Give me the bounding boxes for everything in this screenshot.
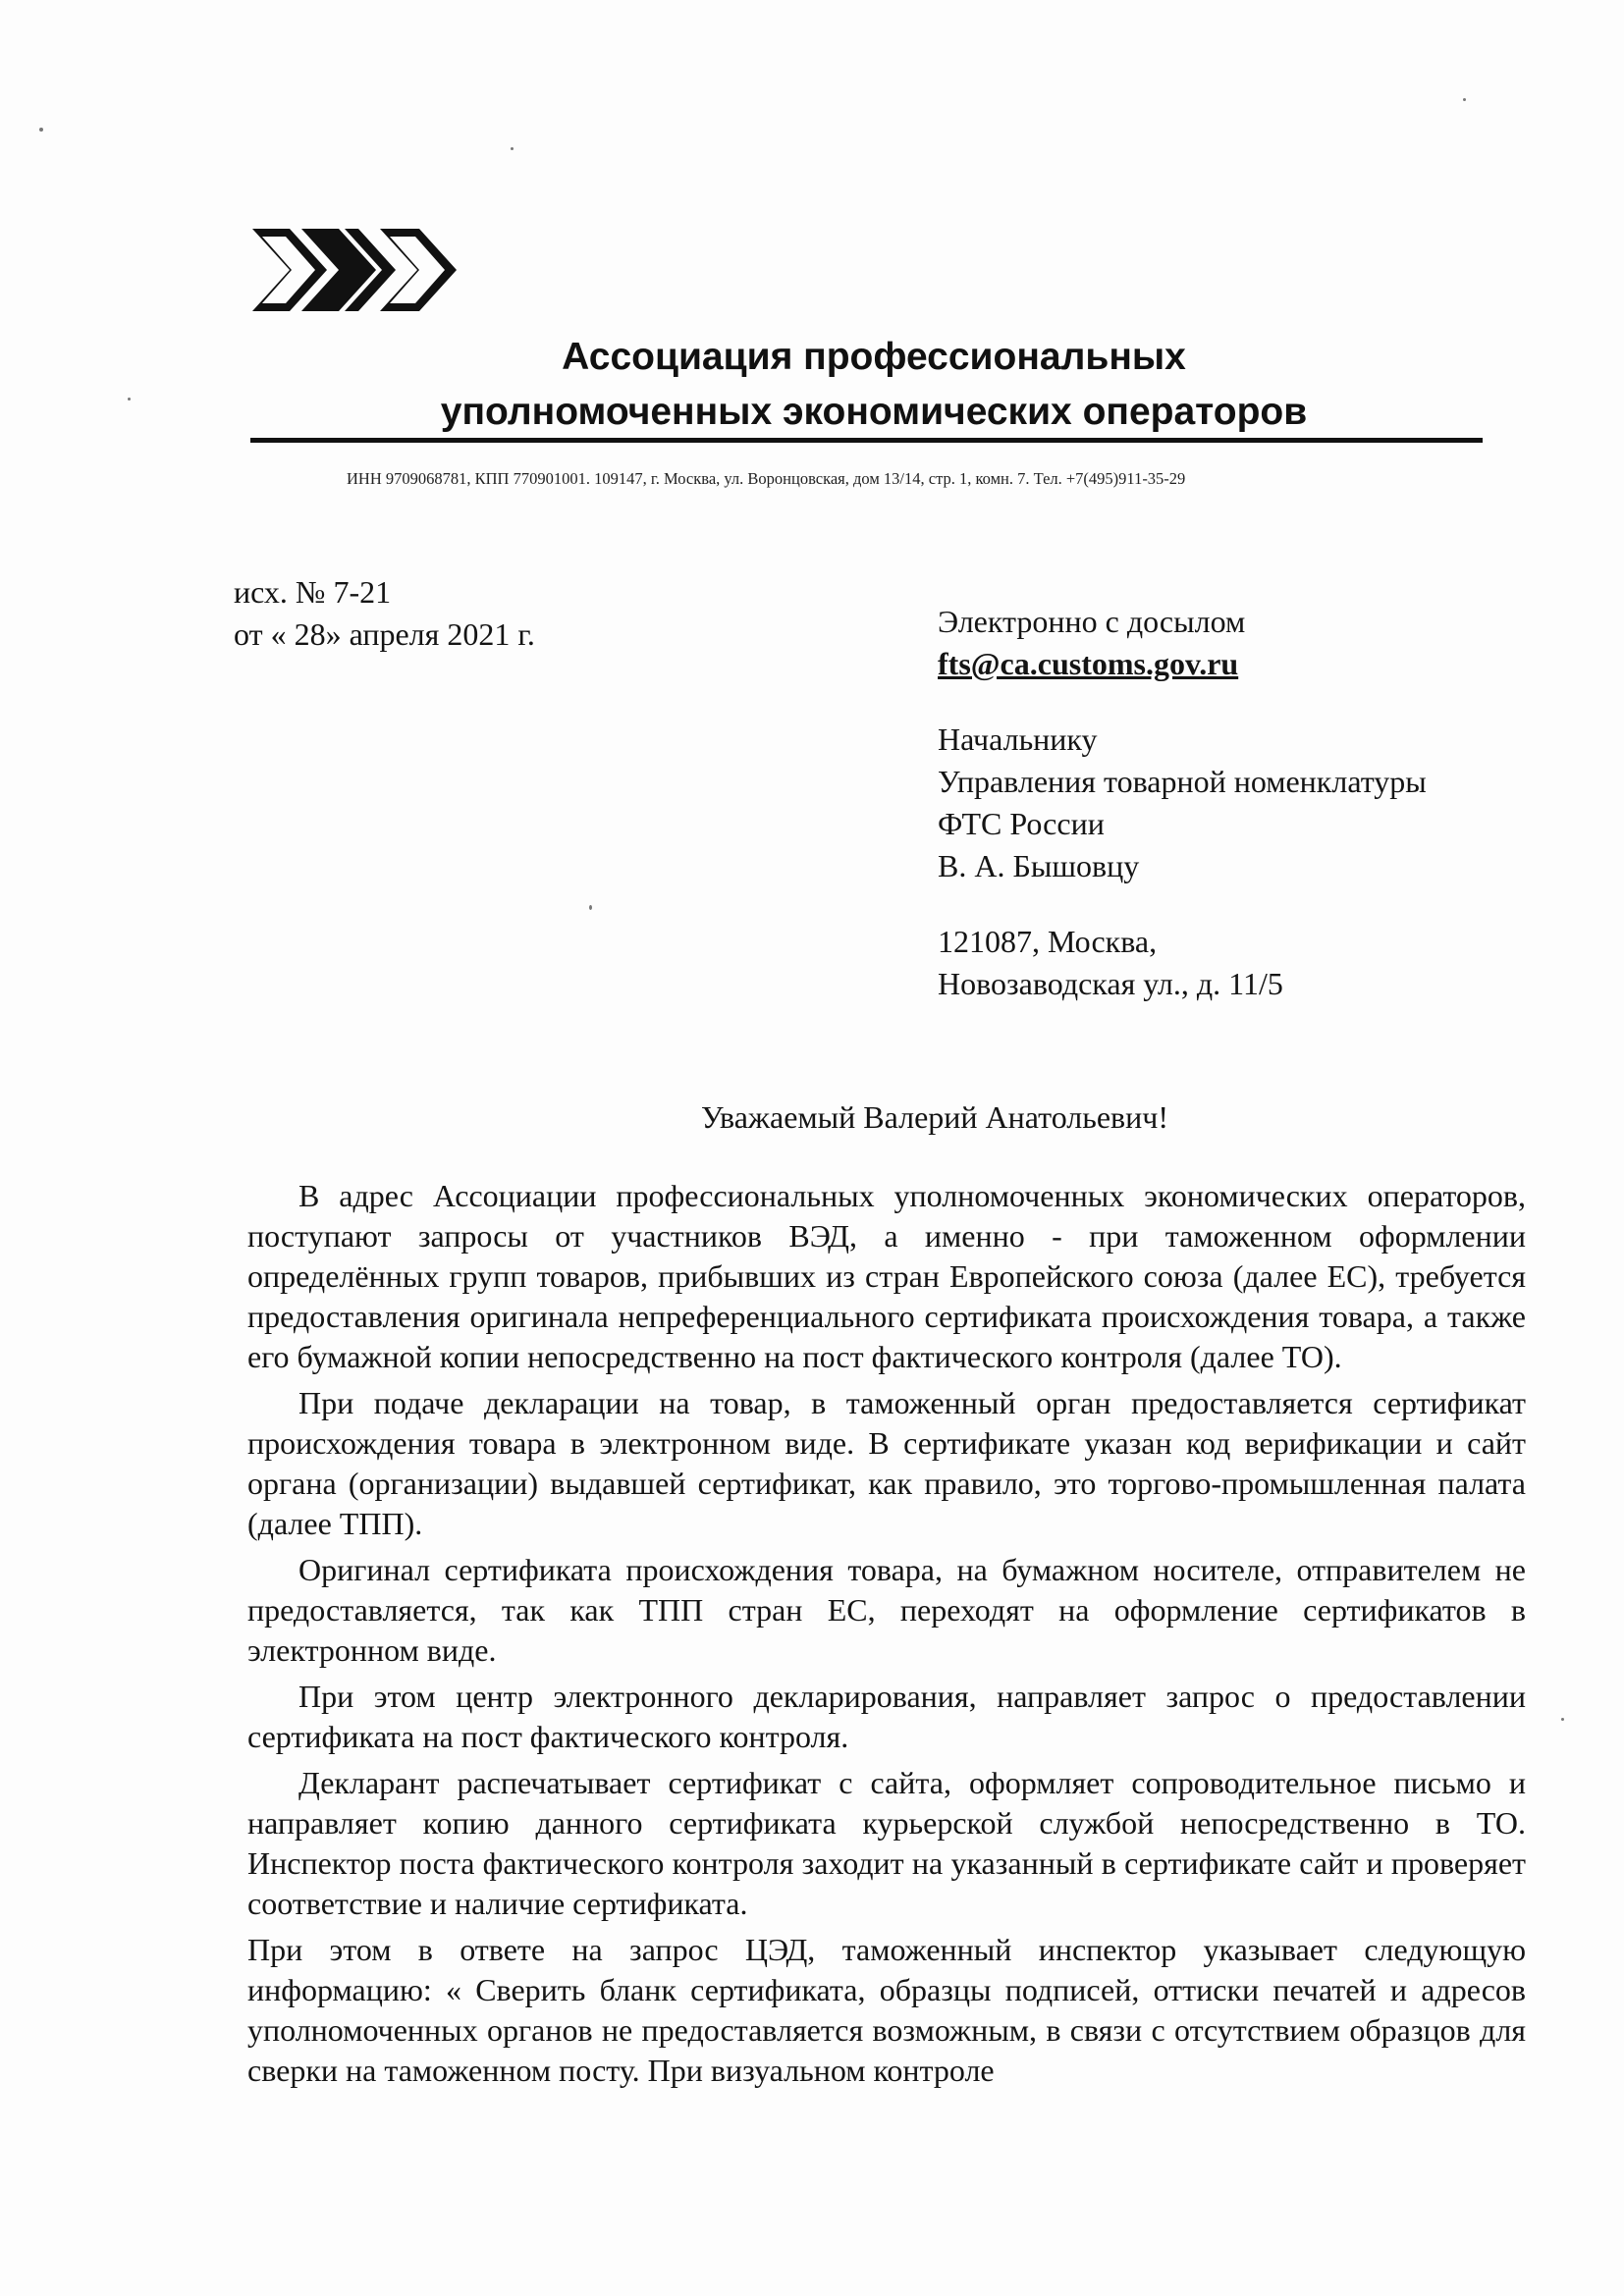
addressee-block — [938, 601, 1427, 1005]
outgoing-number: исх. № 7-21 — [234, 574, 392, 610]
body-paragraph: При подаче декларации на товар, в таможенный орган предоставляется сертификат происхождения товара в электронном виде. В сертификате указан код верификации и сайт органа (организации) выдавшей сертификат, как правило, это торгово-промышленная палата (далее ТПП). — [247, 1385, 1526, 1541]
scan-speck — [589, 905, 592, 910]
body-paragraph: Оригинал сертификата происхождения товара, на бумажном носителе, отправителем не предоставляется, так как ТПП стран ЕС, переходят на оформление сертификатов в электронном виде. — [247, 1552, 1526, 1668]
recipient-title-1: Начальнику — [938, 721, 1098, 757]
address-line-2: Новозаводская ул., д. 11/5 — [938, 966, 1283, 1001]
body-paragraph: Декларант распечатывает сертификат с сайта, оформляет сопроводительное письмо и направляет копию данного сертификата курьерской службой непосредственно в ТО. Инспектор поста фактического контроля заходит на указанный в сертификате сайт и проверяет соответствие и наличие сертификата. — [247, 1765, 1526, 1921]
scan-speck — [1561, 1718, 1564, 1721]
scan-speck — [511, 147, 514, 150]
recipient-title-2: Управления товарной номенклатуры — [938, 764, 1427, 799]
salutation: Уважаемый Валерий Анатольевич! — [700, 1099, 1169, 1135]
scan-speck — [39, 128, 43, 132]
header-divider — [250, 438, 1483, 443]
body-paragraph: При этом в ответе на запрос ЦЭД, таможенный инспектор указывает следующую информацию: « Сверить бланк сертификата, образцы подписей, оттиски печатей и адресов уполномоченных органов не предоставляется возможным, в связи с отсутствием образцов для сверки на таможенном посту. При визуальном контроле — [247, 1932, 1526, 2088]
org-name-line1: Ассоциация профессиональных — [562, 336, 1186, 378]
scan-speck — [128, 398, 131, 400]
body-paragraph: При этом центр электронного декларирования, направляет запрос о предоставлении сертификата на пост фактического контроля. — [247, 1679, 1526, 1754]
chevron-arrows-logo-icon — [250, 221, 466, 319]
outgoing-reference — [234, 571, 535, 656]
org-requisites: ИНН 9709068781, КПП 770901001. 109147, г. Москва, ул. Воронцовская, дом 13/14, стр. 1, комн. 7. Тел. +7(495)911-35-29 — [347, 469, 1186, 488]
letter-body — [247, 1176, 1526, 2097]
delivery-note: Электронно с досылом — [938, 604, 1246, 639]
scan-speck — [1463, 98, 1466, 101]
body-paragraph: В адрес Ассоциации профессиональных уполномоченных экономических операторов, поступают запросы от участников ВЭД, а именно - при таможенном оформлении определённых групп товаров, прибывших из стран Европейского союза (далее ЕС), требуется предоставления оригинала непреференциального сертификата происхождения товара, а также его бумажной копии непосредственно на пост фактического контроля (далее ТО). — [247, 1178, 1526, 1374]
recipient-name: В. А. Бышовцу — [938, 848, 1140, 883]
recipient-title-3: ФТС России — [938, 806, 1105, 841]
address-line-1: 121087, Москва, — [938, 924, 1158, 959]
outgoing-date: от « 28» апреля 2021 г. — [234, 616, 535, 652]
recipient-email-link[interactable]: fts@ca.customs.gov.ru — [938, 646, 1239, 681]
org-name-line2: уполномоченных экономических операторов — [440, 391, 1308, 433]
